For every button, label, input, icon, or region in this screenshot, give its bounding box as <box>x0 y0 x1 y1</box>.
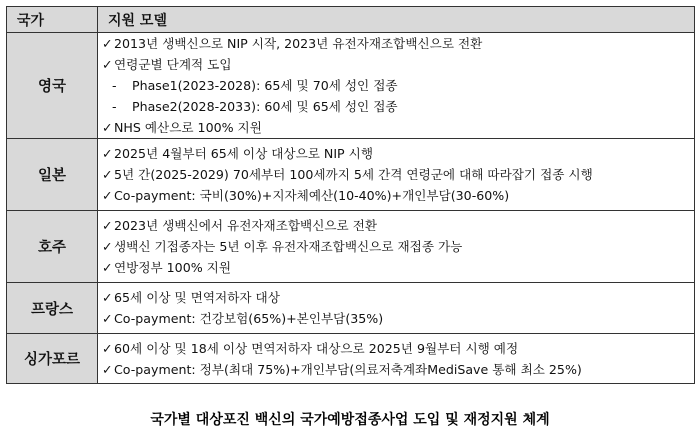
table-body <box>7 33 695 384</box>
country-cell: 프랑스 <box>7 283 98 334</box>
list-item-text: 2025년 4월부터 65세 이상 대상으로 NIP 시행 <box>114 146 373 161</box>
table-caption: 국가별 대상포진 백신의 국가예방접종사업 도입 및 재정지원 체계 <box>150 412 550 428</box>
list-item <box>102 257 690 278</box>
list-item <box>102 117 690 138</box>
header-country: 국가 <box>7 7 98 33</box>
list-item-text: 2023년 생백신에서 유전자재조합백신으로 전환 <box>114 218 378 233</box>
list-item-text: Phase1(2023-2028): 65세 및 70세 성인 접종 <box>132 78 398 93</box>
header-support-model: 지원 모델 <box>98 7 695 33</box>
country-cell: 영국 <box>7 33 98 139</box>
checkmark-icon: ✓ <box>102 167 113 182</box>
support-model-cell <box>98 139 695 211</box>
country-cell: 호주 <box>7 211 98 283</box>
list-item <box>102 215 690 236</box>
list-item-text: Co-payment: 국비(30%)+지자체예산(10-40%)+개인부담(30-60%) <box>114 188 510 203</box>
support-model-table-wrap <box>6 6 694 384</box>
table-row <box>7 33 695 139</box>
checkmark-icon: ✓ <box>102 311 113 326</box>
checkmark-icon: ✓ <box>102 290 113 305</box>
checkmark-icon: ✓ <box>102 57 113 72</box>
list-item-text: 60세 이상 및 18세 이상 면역저하자 대상으로 2025년 9월부터 시행 예정 <box>114 340 519 356</box>
table-row <box>7 211 695 283</box>
list-item-text: 생백신 기접종자는 5년 이후 유전자재조합백신으로 재접종 가능 <box>114 239 463 254</box>
list-item-text: Co-payment: 정부(최대 75%)+개인부담(의료저축계좌MediSave 통해 최소 25%) <box>114 361 582 377</box>
table-row <box>7 334 695 384</box>
sub-list-item <box>102 75 690 96</box>
support-model-cell <box>98 334 695 384</box>
list-item <box>102 54 690 75</box>
country-cell: 일본 <box>7 139 98 211</box>
dash-icon: - <box>112 78 117 93</box>
list-item <box>102 359 690 380</box>
list-item <box>102 185 690 206</box>
list-item-text: NHS 예산으로 100% 지원 <box>114 120 262 135</box>
support-model-table <box>6 6 695 384</box>
checkmark-icon: ✓ <box>102 260 113 275</box>
list-item-text: 65세 이상 및 면역저하자 대상 <box>114 290 280 305</box>
checkmark-icon: ✓ <box>102 239 113 254</box>
table-row <box>7 139 695 211</box>
list-item <box>102 308 690 329</box>
sub-list-item <box>102 96 690 117</box>
support-model-cell <box>98 211 695 283</box>
checkmark-icon: ✓ <box>102 146 113 161</box>
list-item <box>102 236 690 257</box>
support-model-cell <box>98 33 695 139</box>
table-row <box>7 283 695 334</box>
list-item <box>102 33 690 54</box>
list-item-text: 2013년 생백신으로 NIP 시작, 2023년 유전자재조합백신으로 전환 <box>114 36 483 51</box>
country-cell: 싱가포르 <box>7 334 98 384</box>
checkmark-icon: ✓ <box>102 36 113 51</box>
table-header-row <box>7 7 695 33</box>
list-item <box>102 287 690 308</box>
list-item <box>102 143 690 164</box>
list-item-text: Co-payment: 건강보험(65%)+본인부담(35%) <box>114 311 384 326</box>
checkmark-icon: ✓ <box>102 218 113 233</box>
list-item-text: 5년 간(2025-2029) 70세부터 100세까지 5세 간격 연령군에 대해 따라잡기 접종 시행 <box>114 167 593 182</box>
list-item <box>102 164 690 185</box>
list-item <box>102 338 690 359</box>
checkmark-icon: ✓ <box>102 340 113 356</box>
list-item-text: Phase2(2028-2033): 60세 및 65세 성인 접종 <box>132 99 398 114</box>
checkmark-icon: ✓ <box>102 361 113 377</box>
checkmark-icon: ✓ <box>102 188 113 203</box>
list-item-text: 연령군별 단계적 도입 <box>114 57 232 72</box>
dash-icon: - <box>112 99 117 114</box>
checkmark-icon: ✓ <box>102 120 113 135</box>
list-item-text: 연방정부 100% 지원 <box>114 260 232 275</box>
support-model-cell <box>98 283 695 334</box>
